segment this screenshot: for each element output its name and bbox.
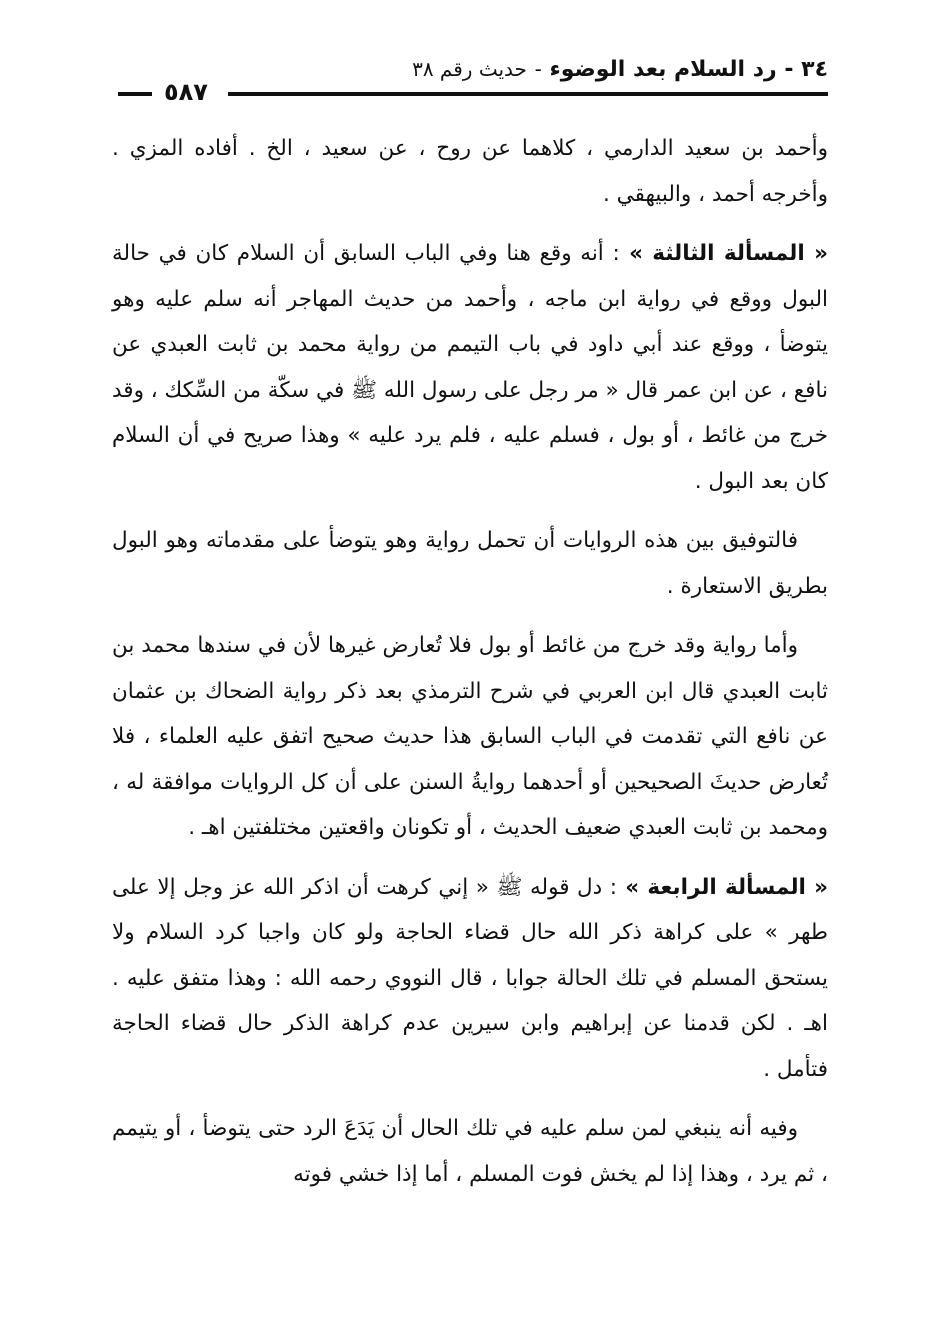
hadith-reference: حديث رقم ٣٨: [412, 57, 527, 81]
paragraph-text: وفيه أنه ينبغي لمن سلم عليه في تلك الحال أن يَدَعَ الرد حتى يتوضأ ، أو يتيمم ، ثم يرد ، وهذا إذا لم يخش فوت المسلم ، أما إذا خشي فوته: [112, 1116, 828, 1187]
paragraph: [112, 518, 828, 609]
body-text: [112, 126, 828, 1211]
paragraph-text: : أنه وقع هنا وفي الباب السابق أن السلام كان في حالة البول ووقع في رواية ابن ماجه ، وأحمد من حديث المهاجر أنه سلم عليه وهو يتوضأ ، ووقع عند أبي داود في باب التيمم من رواية محمد بن ثابت العبدي عن نافع ، عن ابن عمر قال « مر رجل على رسول الله ﷺ في سكّة من السِّكك ، وقد خرج من غائط ، أو بول ، فسلم عليه ، فلم يرد عليه » وهذا صريح في أن السلام كان بعد البول .: [112, 241, 828, 494]
chapter-title: ٣٤ - رد السلام بعد الوضوء: [549, 57, 828, 82]
paragraph: [112, 865, 828, 1093]
page-header: [118, 52, 828, 108]
page-number: ٥٨٧: [156, 78, 216, 106]
paragraph: [112, 126, 828, 217]
header-rule: [228, 92, 828, 96]
paragraph-text: فالتوفيق بين هذه الروايات أن تحمل رواية وهو يتوضأ على مقدماته وهو البول بطريق الاستعارة .: [112, 528, 828, 599]
page-number-dash: [118, 92, 152, 96]
paragraph: [112, 623, 828, 851]
section-heading: « المسألة الرابعة »: [617, 874, 828, 900]
running-head: [412, 52, 828, 87]
header-separator: -: [534, 57, 542, 81]
paragraph-text: : دل قوله ﷺ « إني كرهت أن اذكر الله عز وجل إلا على طهر » على كراهة ذكر الله حال قضاء الحاجة ولو كان واجبا كرد السلام ولا يستحق المسلم في تلك الحالة جوابا ، قال النووي رحمه الله : وهذا متفق عليه . اهـ . لكن قدمنا عن إبراهيم وابن سيرين عدم كراهة الذكر حال قضاء الحاجة فتأمل .: [112, 874, 828, 1082]
paragraph-text: وأما رواية وقد خرج من غائط أو بول فلا تُعارض غيرها لأن في سندها محمد بن ثابت العبدي قال ابن العربي في شرح الترمذي بعد ذكر رواية الضحاك بن عثمان عن نافع التي تقدمت في الباب السابق هذا حديث صحيح اتفق عليه العلماء ، فلا تُعارض حديثَ الصحيحين أو أحدهما روايةُ السنن على أن كل الروايات موافقة له ، ومحمد بن ثابت العبدي ضعيف الحديث ، أو تكونان واقعتين مختلفتين اهـ .: [112, 633, 828, 840]
paragraph: [112, 1106, 828, 1197]
paragraph-text: وأحمد بن سعيد الدارمي ، كلاهما عن روح ، عن سعيد ، الخ . أفاده المزي . وأخرجه أحمد ، والبيهقي .: [112, 136, 828, 207]
section-heading: « المسألة الثالثة »: [619, 241, 828, 266]
paragraph: [112, 231, 828, 504]
